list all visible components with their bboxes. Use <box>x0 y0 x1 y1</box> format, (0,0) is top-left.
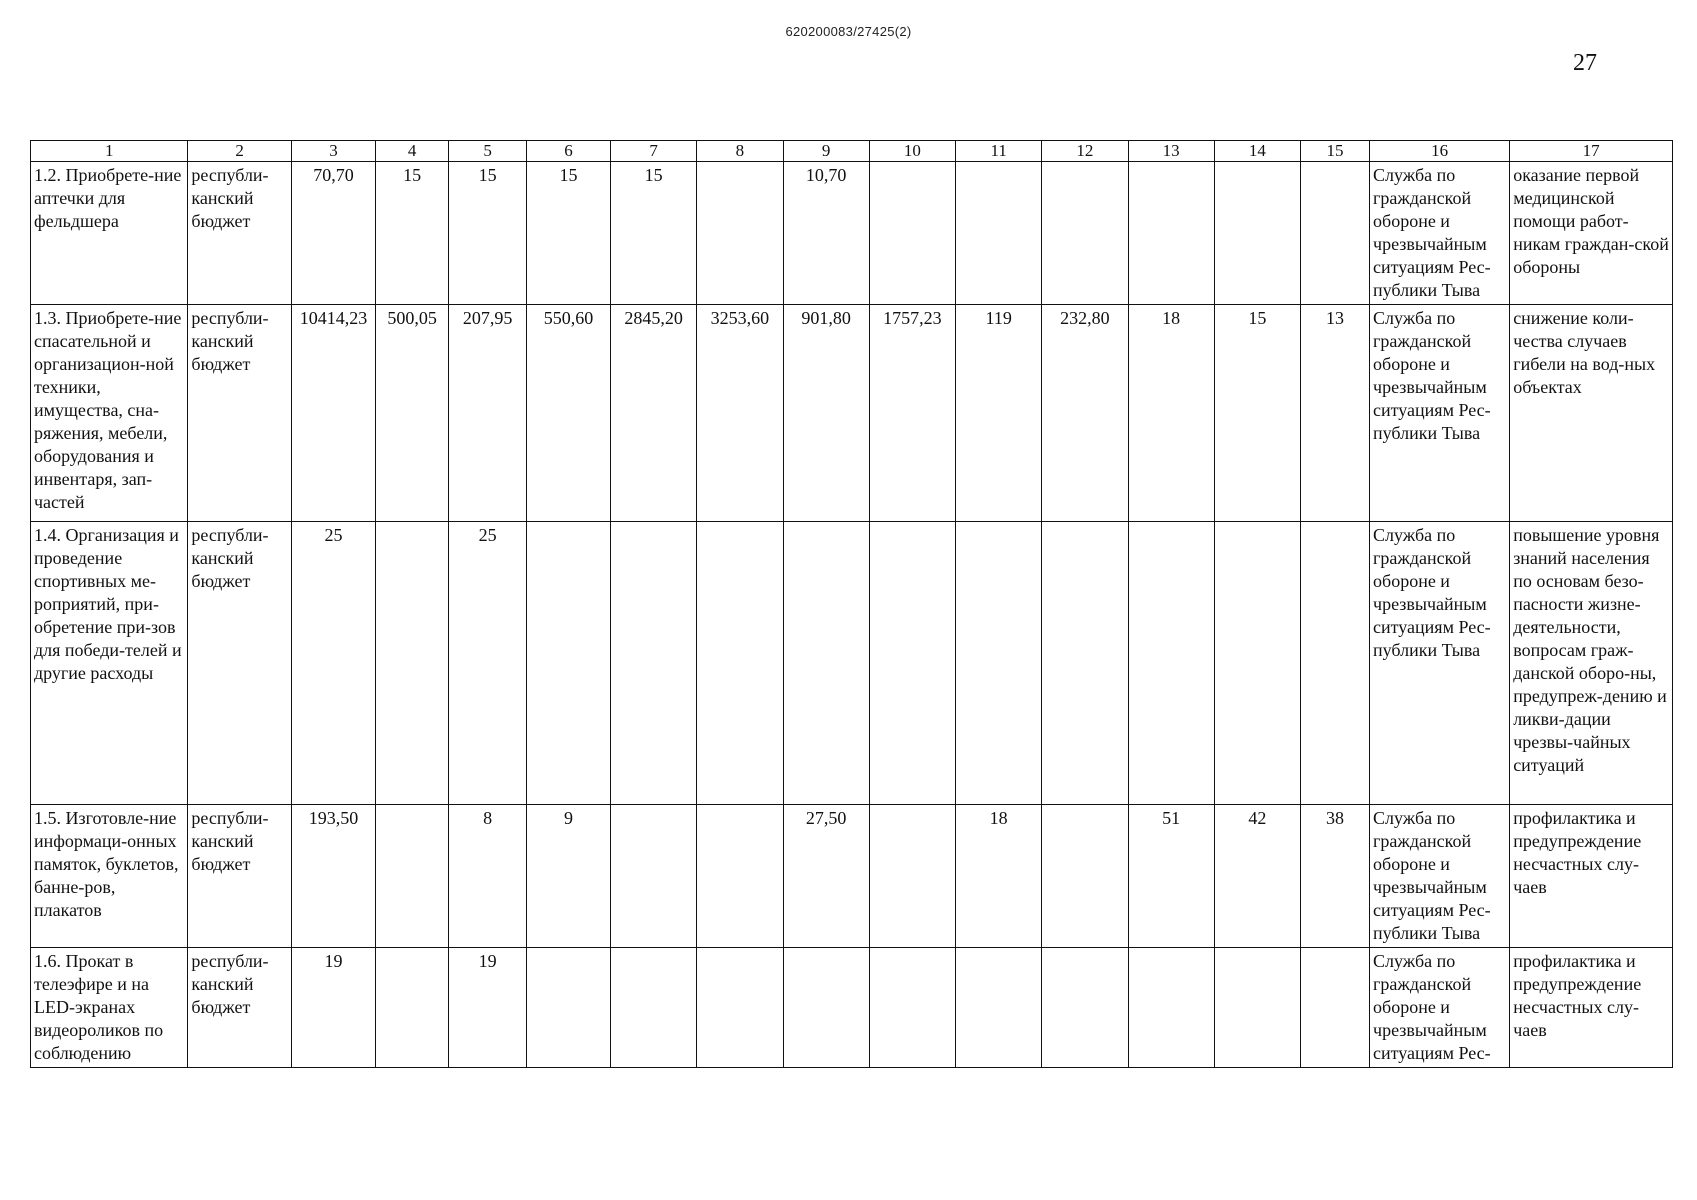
amount-cell <box>697 805 783 948</box>
responsible-executor-cell: Служба по гражданской обороне и чрезвычайным ситуациям Рес- <box>1370 948 1510 1068</box>
amount-cell <box>956 522 1042 805</box>
column-header: 12 <box>1042 141 1128 162</box>
amount-cell: 27,50 <box>783 805 869 948</box>
amount-cell: 232,80 <box>1042 305 1128 522</box>
amount-cell <box>1214 522 1300 805</box>
amount-cell <box>1042 805 1128 948</box>
amount-cell <box>1042 162 1128 305</box>
column-header: 6 <box>526 141 610 162</box>
amount-cell <box>869 522 955 805</box>
column-header: 9 <box>783 141 869 162</box>
measure-name-cell: 1.4. Организация и проведение спортивных ме-роприятий, при-обретение при-зов для победи-телей и другие расходы <box>31 522 188 805</box>
column-header: 7 <box>611 141 697 162</box>
amount-cell <box>1301 162 1370 305</box>
column-header: 4 <box>376 141 449 162</box>
amount-cell <box>869 948 955 1068</box>
measure-name-cell: 1.6. Прокат в телеэфире и на LED-экранах видеороликов по соблюдению <box>31 948 188 1068</box>
column-header: 16 <box>1370 141 1510 162</box>
amount-cell: 119 <box>956 305 1042 522</box>
amount-cell <box>376 948 449 1068</box>
amount-cell <box>1214 162 1300 305</box>
amount-cell <box>1128 522 1214 805</box>
amount-cell: 15 <box>526 162 610 305</box>
amount-cell: 19 <box>291 948 375 1068</box>
amount-cell <box>697 162 783 305</box>
amount-cell: 3253,60 <box>697 305 783 522</box>
amount-cell <box>611 522 697 805</box>
amount-cell <box>1042 948 1128 1068</box>
column-header: 3 <box>291 141 375 162</box>
measure-name-cell: 1.3. Приобрете-ние спасательной и организацион-ной техники, имущества, сна-ряжения, мебели, оборудования и инвентаря, зап-частей <box>31 305 188 522</box>
amount-cell <box>1301 948 1370 1068</box>
amount-cell <box>783 522 869 805</box>
amount-cell <box>956 948 1042 1068</box>
funding-source-cell: республи-канский бюджет <box>188 522 292 805</box>
amount-cell <box>376 522 449 805</box>
amount-cell <box>376 805 449 948</box>
amount-cell: 51 <box>1128 805 1214 948</box>
funding-source-cell: республи-канский бюджет <box>188 948 292 1068</box>
amount-cell <box>1214 948 1300 1068</box>
document-id: 620200083/27425(2) <box>785 24 912 39</box>
column-header: 11 <box>956 141 1042 162</box>
amount-cell <box>1301 522 1370 805</box>
amount-cell: 207,95 <box>449 305 527 522</box>
amount-cell: 18 <box>1128 305 1214 522</box>
amount-cell: 8 <box>449 805 527 948</box>
measure-name-cell: 1.2. Приобрете-ние аптечки для фельдшера <box>31 162 188 305</box>
amount-cell: 15 <box>376 162 449 305</box>
amount-cell: 15 <box>611 162 697 305</box>
amount-cell: 10,70 <box>783 162 869 305</box>
column-header: 1 <box>31 141 188 162</box>
amount-cell: 193,50 <box>291 805 375 948</box>
responsible-executor-cell: Служба по гражданской обороне и чрезвычайным ситуациям Рес-публики Тыва <box>1370 305 1510 522</box>
table-row <box>31 805 1673 948</box>
amount-cell: 1757,23 <box>869 305 955 522</box>
amount-cell: 901,80 <box>783 305 869 522</box>
amount-cell <box>611 948 697 1068</box>
column-header: 14 <box>1214 141 1300 162</box>
amount-cell: 9 <box>526 805 610 948</box>
amount-cell <box>1128 948 1214 1068</box>
column-header: 13 <box>1128 141 1214 162</box>
amount-cell: 38 <box>1301 805 1370 948</box>
column-header: 15 <box>1301 141 1370 162</box>
amount-cell: 25 <box>449 522 527 805</box>
table-row <box>31 162 1673 305</box>
expected-result-cell: снижение коли-чества случаев гибели на вод-ных объектах <box>1510 305 1673 522</box>
amount-cell: 550,60 <box>526 305 610 522</box>
amount-cell: 15 <box>449 162 527 305</box>
column-number-row <box>31 141 1673 162</box>
funding-source-cell: республи-канский бюджет <box>188 805 292 948</box>
expected-result-cell: оказание первой медицинской помощи работ-никам граждан-ской обороны <box>1510 162 1673 305</box>
table-row <box>31 305 1673 522</box>
expected-result-cell: профилактика и предупреждение несчастных слу-чаев <box>1510 805 1673 948</box>
amount-cell <box>783 948 869 1068</box>
column-header: 8 <box>697 141 783 162</box>
amount-cell <box>869 162 955 305</box>
column-header: 2 <box>188 141 292 162</box>
table-row <box>31 522 1673 805</box>
amount-cell <box>526 522 610 805</box>
amount-cell <box>1128 162 1214 305</box>
column-header: 5 <box>449 141 527 162</box>
amount-cell: 2845,20 <box>611 305 697 522</box>
measure-name-cell: 1.5. Изготовле-ние информаци-онных памяток, буклетов, банне-ров, плакатов <box>31 805 188 948</box>
amount-cell <box>697 948 783 1068</box>
column-header: 17 <box>1510 141 1673 162</box>
column-header: 10 <box>869 141 955 162</box>
amount-cell: 42 <box>1214 805 1300 948</box>
amount-cell: 15 <box>1214 305 1300 522</box>
amount-cell: 13 <box>1301 305 1370 522</box>
amount-cell <box>869 805 955 948</box>
expected-result-cell: повышение уровня знаний населения по основам безо-пасности жизне-деятельности, вопросам граж-данской оборо-ны, предупреж-дению и ликви-дации чрезвы-чайных ситуаций <box>1510 522 1673 805</box>
funding-source-cell: республи-канский бюджет <box>188 162 292 305</box>
funding-source-cell: республи-канский бюджет <box>188 305 292 522</box>
amount-cell <box>956 162 1042 305</box>
amount-cell: 70,70 <box>291 162 375 305</box>
amount-cell: 10414,23 <box>291 305 375 522</box>
amount-cell <box>526 948 610 1068</box>
page-number: 27 <box>1573 50 1597 76</box>
responsible-executor-cell: Служба по гражданской обороне и чрезвычайным ситуациям Рес-публики Тыва <box>1370 805 1510 948</box>
program-measures-table <box>30 140 1673 1068</box>
responsible-executor-cell: Служба по гражданской обороне и чрезвычайным ситуациям Рес-публики Тыва <box>1370 522 1510 805</box>
responsible-executor-cell: Служба по гражданской обороне и чрезвычайным ситуациям Рес-публики Тыва <box>1370 162 1510 305</box>
amount-cell: 19 <box>449 948 527 1068</box>
amount-cell: 25 <box>291 522 375 805</box>
expected-result-cell: профилактика и предупреждение несчастных слу-чаев <box>1510 948 1673 1068</box>
amount-cell <box>611 805 697 948</box>
amount-cell <box>697 522 783 805</box>
amount-cell: 18 <box>956 805 1042 948</box>
amount-cell: 500,05 <box>376 305 449 522</box>
amount-cell <box>1042 522 1128 805</box>
table-row <box>31 948 1673 1068</box>
